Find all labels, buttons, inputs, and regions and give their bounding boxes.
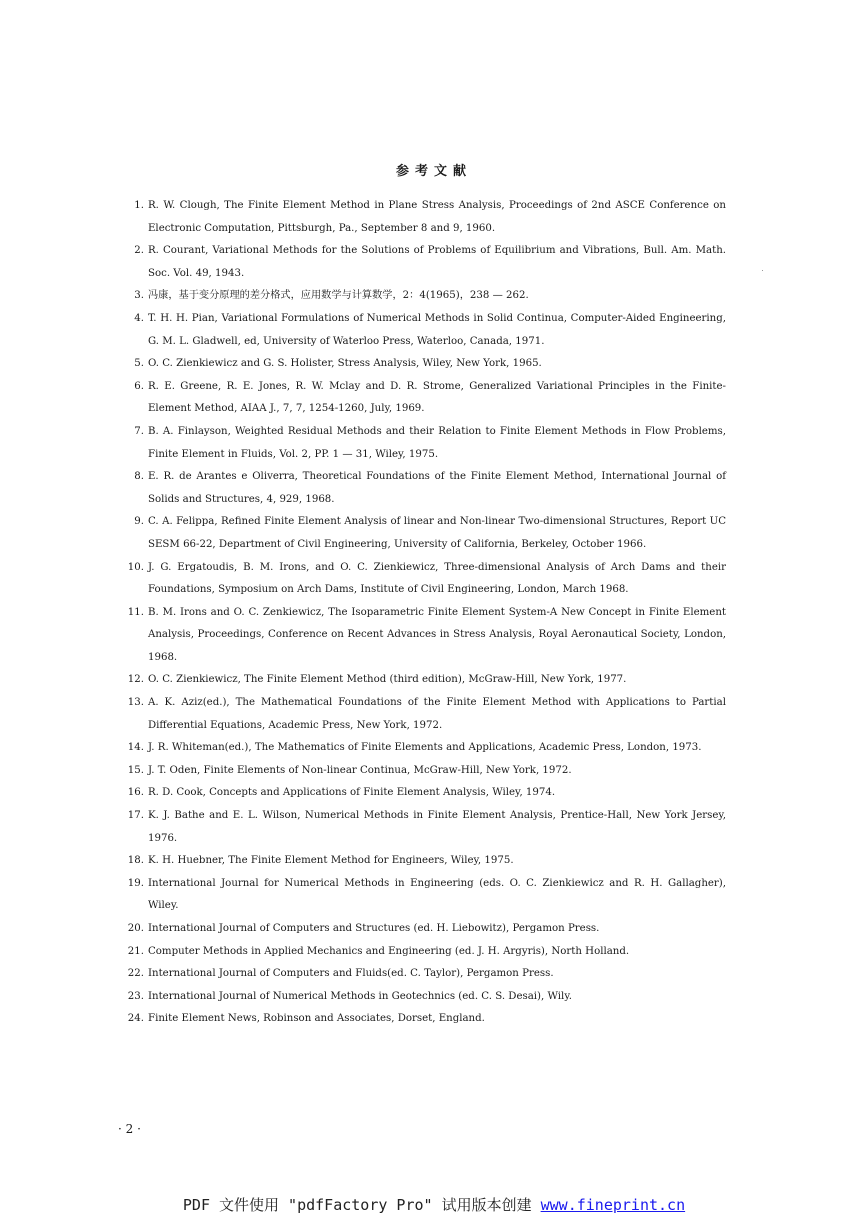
reference-item [118,941,726,964]
reference-text: Computer Methods in Applied Mechanics and Engineering (ed. J. H. Argyris), North Holland. [148,945,630,957]
reference-text: Finite Element News, Robinson and Associates, Dorset, England. [148,1013,485,1025]
reference-text: O. C. Zienkiewicz, The Finite Element Method (third edition), McGraw-Hill, New York, 1977. [148,674,627,686]
reference-text: International Journal of Computers and Structures (ed. H. Liebowitz), Pergamon Press. [148,923,600,934]
reference-text: O. C. Zienkiewicz and G. S. Holister, Stress Analysis, Wiley, New York, 1965. [148,358,542,370]
reference-number: 13. [127,697,144,709]
reference-item [118,805,726,850]
reference-item [118,195,726,240]
reference-text: C. A. Felippa, Refined Finite Element Analysis of linear and Non-linear Two-dimensional Structures, Report UC SESM 66-22, Department of Civil Engineering, University of California, Berkeley, October 1966. [148,516,726,550]
reference-text: R. D. Cook, Concepts and Applications of Finite Element Analysis, Wiley, 1974. [148,787,556,799]
reference-text: International Journal of Computers and Fluids(ed. C. Taylor), Pergamon Press. [148,968,554,980]
reference-number: 10. [127,561,144,573]
reference-text: R. E. Greene, R. E. Jones, R. W. Mclay and D. R. Strome, Generalized Variational Principles in the Finite-Element Method, AIAA J., 7, 7, 1254-1260, July, 1969. [148,380,726,415]
reference-list [118,195,726,1031]
reference-item [118,760,726,783]
reference-text: International Journal for Numerical Methods in Engineering (eds. O. C. Zienkiewicz and R. H. Gallagher), Wiley. [148,877,726,912]
reference-number: 4. [134,312,144,324]
reference-item [118,669,726,692]
reference-number: 20. [127,923,144,934]
reference-item [118,850,726,873]
reference-number: 14. [127,742,144,754]
reference-number: 23. [127,990,144,1002]
references-heading: 参考文献 [395,164,472,179]
reference-number: 16. [127,787,144,799]
footer-link[interactable]: www.fineprint.cn [540,1196,686,1214]
reference-item [118,986,726,1009]
reference-text: K. H. Huebner, The Finite Element Method for Engineers, Wiley, 1975. [148,855,514,867]
reference-text: B. M. Irons and O. C. Zenkiewicz, The Isoparametric Finite Element System-A New Concept in Finite Element Analysis, Proceedings, Conference on Recent Advances in Stress Analysis, Royal Aeronautical Society, London, 1968. [148,606,726,663]
reference-number: 8. [134,471,144,483]
reference-item [118,353,726,376]
reference-text: 冯康，基于变分原理的差分格式，应用数学与计算数学，2：4(1965)，238 — 262. [148,290,529,302]
reference-item [118,918,726,941]
reference-number: 3. [134,290,144,302]
reference-number: 7. [134,425,144,437]
reference-item [118,963,726,986]
reference-number: 6. [134,380,144,392]
reference-text: International Journal of Numerical Methods in Geotechnics (ed. C. S. Desai), Wily. [148,990,572,1002]
reference-number: 24. [127,1013,144,1025]
reference-number: 12. [127,674,144,686]
reference-text: B. A. Finlayson, Weighted Residual Methods and their Relation to Finite Element Methods in Flow Problems, Finite Element in Fluids, Vol. 2, PP. 1 — 31, Wiley, 1975. [148,425,726,460]
reference-item [118,308,726,353]
reference-text: J. R. Whiteman(ed.), The Mathematics of Finite Elements and Applications, Academic Press, London, 1973. [148,742,702,754]
reference-text: A. K. Aziz(ed.), The Mathematical Foundations of the Finite Element Method with Applications to Partial Differential Equations, Academic Press, New York, 1972. [148,697,726,731]
reference-item [118,285,726,308]
reference-item [118,466,726,511]
reference-number: 22. [127,968,144,980]
footer-text: PDF 文件使用 "pdfFactory Pro" 试用版本创建 [182,1196,541,1214]
reference-number: 9. [134,516,144,528]
reference-number: 18. [127,855,144,867]
reference-text: J. T. Oden, Finite Elements of Non-linear Continua, McGraw-Hill, New York, 1972. [148,764,572,776]
reference-number: 2. [134,245,144,257]
reference-item [118,421,726,466]
reference-item [118,782,726,805]
page-number: · 2 · [118,1122,141,1136]
reference-item [118,511,726,556]
reference-item [118,873,726,918]
reference-text: E. R. de Arantes e Oliverra, Theoretical Foundations of the Finite Element Method, International Journal of Solids and Structures, 4, 929, 1968. [148,471,726,505]
reference-number: 15. [127,764,144,776]
reference-text: K. J. Bathe and E. L. Wilson, Numerical Methods in Finite Element Analysis, Prentice-Hall, New York Jersey, 1976. [148,810,726,844]
reference-text: R. Courant, Variational Methods for the Solutions of Problems of Equilibrium and Vibrations, Bull. Am. Math. Soc. Vol. 49, 1943. [148,245,726,279]
reference-text: T. H. H. Pian, Variational Formulations of Numerical Methods in Solid Continua, Computer-Aided Engineering, G. M. L. Gladwell, ed, University of Waterloo Press, Waterloo, Canada, 1971. [148,312,726,347]
reference-number: 5. [134,358,144,370]
footer [0,1194,868,1215]
reference-number: 19. [127,877,144,889]
reference-item [118,692,726,737]
reference-number: 1. [134,200,144,211]
reference-text: J. G. Ergatoudis, B. M. Irons, and O. C. Zienkiewicz, Three-dimensional Analysis of Arch Dams and their Foundations, Symposium on Arch Dams, Institute of Civil Engineering, London, March 1968. [148,561,726,596]
reference-item [118,240,726,285]
reference-number: 21. [127,945,144,957]
reference-number: 17. [127,810,144,822]
reference-item [118,737,726,760]
stray-dot [762,270,763,271]
reference-item [118,376,726,421]
reference-item [118,557,726,602]
reference-number: 11. [127,606,144,618]
reference-item [118,602,726,670]
reference-item [118,1008,726,1031]
reference-text: R. W. Clough, The Finite Element Method in Plane Stress Analysis, Proceedings of 2nd ASCE Conference on Electronic Computation, Pittsburgh, Pa., September 8 and 9, 1960. [148,200,726,234]
